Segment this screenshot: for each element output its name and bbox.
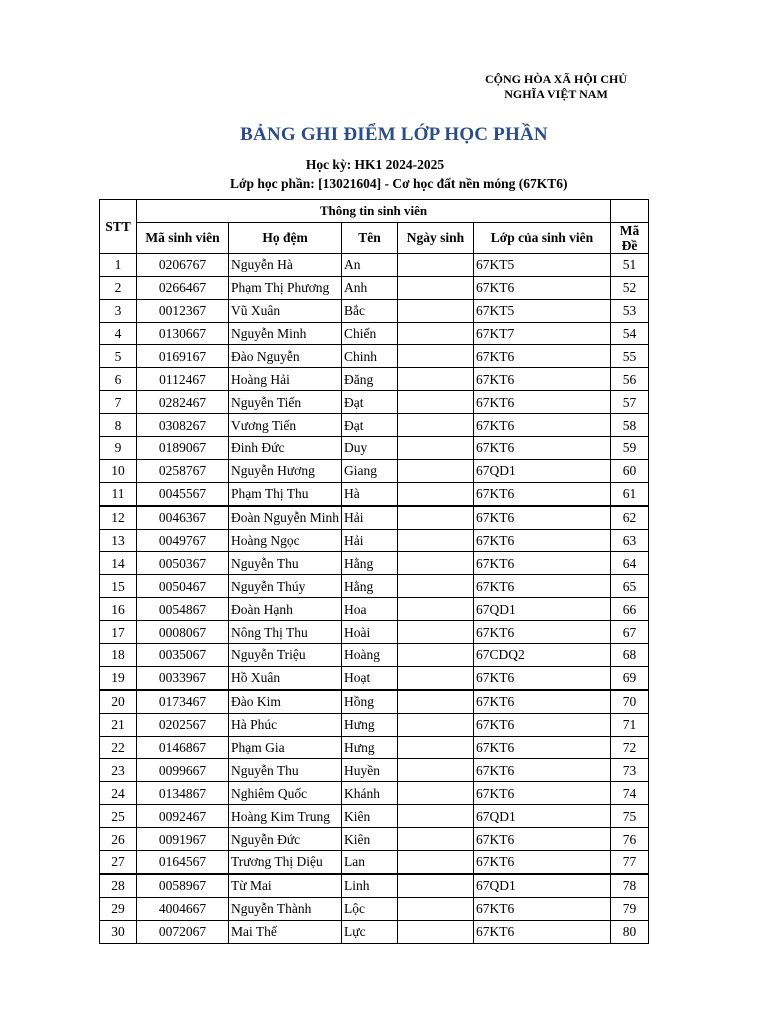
cell-exam-code: 58 xyxy=(611,414,649,437)
table-row xyxy=(100,506,649,529)
cell-stt: 27 xyxy=(100,851,137,874)
table-row xyxy=(100,459,649,482)
cell-class: 67KT6 xyxy=(474,920,611,943)
column-header-last-name: Họ đệm xyxy=(229,222,342,253)
table-row xyxy=(100,368,649,391)
cell-class: 67KT6 xyxy=(474,851,611,874)
cell-class: 67KT6 xyxy=(474,666,611,689)
cell-dob xyxy=(398,644,474,667)
cell-class: 67QD1 xyxy=(474,805,611,828)
cell-class: 67KT6 xyxy=(474,897,611,920)
cell-stt: 11 xyxy=(100,482,137,505)
table-row xyxy=(100,736,649,759)
table-row xyxy=(100,598,649,621)
cell-stt: 1 xyxy=(100,253,137,276)
cell-last-name: Nông Thị Thu xyxy=(229,621,342,644)
cell-dob xyxy=(398,690,474,713)
table-row xyxy=(100,851,649,874)
cell-stt: 2 xyxy=(100,276,137,299)
table-row xyxy=(100,345,649,368)
cell-exam-code: 80 xyxy=(611,920,649,943)
table-row xyxy=(100,529,649,552)
group-header-student-info: Thông tin sinh viên xyxy=(137,200,611,223)
cell-stt: 25 xyxy=(100,805,137,828)
cell-student-id: 0164567 xyxy=(137,851,229,874)
cell-last-name: Đoàn Hạnh xyxy=(229,598,342,621)
cell-dob xyxy=(398,782,474,805)
cell-stt: 6 xyxy=(100,368,137,391)
cell-first-name: Hải xyxy=(342,506,398,529)
cell-student-id: 0169167 xyxy=(137,345,229,368)
cell-exam-code: 76 xyxy=(611,828,649,851)
republic-line-1: CỘNG HÒA XÃ HỘI CHỦ xyxy=(484,72,627,86)
grade-table-body xyxy=(100,253,649,943)
cell-first-name: Bắc xyxy=(342,299,398,322)
cell-first-name: Linh xyxy=(342,874,398,897)
cell-first-name: Huyền xyxy=(342,759,398,782)
cell-last-name: Hồ Xuân xyxy=(229,666,342,689)
cell-dob xyxy=(398,805,474,828)
cell-dob xyxy=(398,368,474,391)
cell-exam-code: 75 xyxy=(611,805,649,828)
cell-last-name: Hoàng Hải xyxy=(229,368,342,391)
cell-last-name: Hoàng Ngọc xyxy=(229,529,342,552)
cell-student-id: 4004667 xyxy=(137,897,229,920)
cell-dob xyxy=(398,828,474,851)
cell-class: 67KT6 xyxy=(474,759,611,782)
cell-class: 67KT6 xyxy=(474,414,611,437)
cell-class: 67KT6 xyxy=(474,391,611,414)
cell-student-id: 0092467 xyxy=(137,805,229,828)
cell-student-id: 0045567 xyxy=(137,482,229,505)
cell-student-id: 0189067 xyxy=(137,437,229,460)
cell-last-name: Nguyễn Tiến xyxy=(229,391,342,414)
cell-last-name: Phạm Gia xyxy=(229,736,342,759)
cell-student-id: 0112467 xyxy=(137,368,229,391)
cell-stt: 12 xyxy=(100,506,137,529)
cell-stt: 9 xyxy=(100,437,137,460)
cell-exam-code: 51 xyxy=(611,253,649,276)
cell-student-id: 0054867 xyxy=(137,598,229,621)
table-row xyxy=(100,897,649,920)
cell-stt: 3 xyxy=(100,299,137,322)
cell-class: 67QD1 xyxy=(474,874,611,897)
table-row xyxy=(100,575,649,598)
cell-first-name: Lực xyxy=(342,920,398,943)
table-row xyxy=(100,276,649,299)
cell-first-name: Hải xyxy=(342,529,398,552)
cell-first-name: Đạt xyxy=(342,391,398,414)
cell-exam-code: 66 xyxy=(611,598,649,621)
exam-code-label-1: Mã xyxy=(619,222,640,238)
cell-stt: 22 xyxy=(100,736,137,759)
semester-line: Học kỳ: HK1 2024-2025 xyxy=(305,157,445,172)
table-row xyxy=(100,299,649,322)
cell-exam-code: 65 xyxy=(611,575,649,598)
cell-last-name: Hà Phúc xyxy=(229,713,342,736)
cell-dob xyxy=(398,621,474,644)
cell-first-name: Kiên xyxy=(342,805,398,828)
cell-exam-code: 68 xyxy=(611,644,649,667)
table-row xyxy=(100,666,649,689)
cell-student-id: 0046367 xyxy=(137,506,229,529)
cell-class: 67CDQ2 xyxy=(474,644,611,667)
cell-dob xyxy=(398,345,474,368)
table-row xyxy=(100,713,649,736)
cell-student-id: 0035067 xyxy=(137,644,229,667)
cell-first-name: Chiến xyxy=(342,322,398,345)
cell-class: 67KT6 xyxy=(474,529,611,552)
cell-stt: 13 xyxy=(100,529,137,552)
cell-class: 67KT6 xyxy=(474,575,611,598)
cell-stt: 30 xyxy=(100,920,137,943)
cell-dob xyxy=(398,506,474,529)
cell-student-id: 0134867 xyxy=(137,782,229,805)
cell-exam-code: 74 xyxy=(611,782,649,805)
cell-dob xyxy=(398,897,474,920)
cell-class: 67KT5 xyxy=(474,253,611,276)
cell-stt: 15 xyxy=(100,575,137,598)
column-header-dob: Ngày sinh xyxy=(398,222,474,253)
cell-exam-code: 72 xyxy=(611,736,649,759)
cell-last-name: Nguyễn Thu xyxy=(229,552,342,575)
cell-exam-code: 77 xyxy=(611,851,649,874)
cell-last-name: Đoàn Nguyễn Minh xyxy=(229,506,342,529)
cell-student-id: 0058967 xyxy=(137,874,229,897)
cell-dob xyxy=(398,920,474,943)
cell-dob xyxy=(398,299,474,322)
cell-class: 67KT6 xyxy=(474,552,611,575)
column-header-class: Lớp của sinh viên xyxy=(474,222,611,253)
cell-dob xyxy=(398,437,474,460)
cell-first-name: Hưng xyxy=(342,736,398,759)
column-header-stt: STT xyxy=(100,200,137,254)
cell-student-id: 0206767 xyxy=(137,253,229,276)
cell-dob xyxy=(398,575,474,598)
cell-last-name: Vũ Xuân xyxy=(229,299,342,322)
cell-exam-code: 69 xyxy=(611,666,649,689)
cell-class: 67KT7 xyxy=(474,322,611,345)
cell-class: 67KT6 xyxy=(474,276,611,299)
cell-dob xyxy=(398,713,474,736)
table-row xyxy=(100,414,649,437)
table-row xyxy=(100,437,649,460)
exam-code-label-2: Đề xyxy=(621,237,638,253)
cell-stt: 5 xyxy=(100,345,137,368)
cell-stt: 16 xyxy=(100,598,137,621)
cell-first-name: Đăng xyxy=(342,368,398,391)
column-header-exam-code xyxy=(611,222,649,253)
cell-exam-code: 61 xyxy=(611,482,649,505)
cell-exam-code: 79 xyxy=(611,897,649,920)
table-row xyxy=(100,920,649,943)
cell-first-name: Lan xyxy=(342,851,398,874)
cell-student-id: 0072067 xyxy=(137,920,229,943)
cell-stt: 26 xyxy=(100,828,137,851)
cell-exam-code: 55 xyxy=(611,345,649,368)
cell-stt: 14 xyxy=(100,552,137,575)
cell-student-id: 0266467 xyxy=(137,276,229,299)
republic-line-2: NGHĨA VIỆT NAM xyxy=(504,87,608,101)
cell-exam-code: 56 xyxy=(611,368,649,391)
cell-dob xyxy=(398,552,474,575)
cell-dob xyxy=(398,759,474,782)
cell-dob xyxy=(398,276,474,299)
cell-class: 67KT6 xyxy=(474,690,611,713)
cell-student-id: 0012367 xyxy=(137,299,229,322)
cell-exam-code: 70 xyxy=(611,690,649,713)
table-row xyxy=(100,621,649,644)
course-line: Lớp học phần: [13021604] - Cơ học đất nền móng (67KT6) xyxy=(230,176,568,191)
cell-dob xyxy=(398,253,474,276)
cell-stt: 24 xyxy=(100,782,137,805)
cell-first-name: Hoa xyxy=(342,598,398,621)
table-row xyxy=(100,482,649,505)
cell-student-id: 0033967 xyxy=(137,666,229,689)
cell-student-id: 0130667 xyxy=(137,322,229,345)
cell-first-name: Hà xyxy=(342,482,398,505)
cell-exam-code: 63 xyxy=(611,529,649,552)
cell-exam-code: 64 xyxy=(611,552,649,575)
table-row xyxy=(100,391,649,414)
cell-first-name: Duy xyxy=(342,437,398,460)
grade-table xyxy=(99,199,649,944)
cell-dob xyxy=(398,666,474,689)
table-row xyxy=(100,874,649,897)
cell-class: 67QD1 xyxy=(474,598,611,621)
cell-first-name: Kiên xyxy=(342,828,398,851)
cell-first-name: Anh xyxy=(342,276,398,299)
cell-first-name: An xyxy=(342,253,398,276)
cell-exam-code: 54 xyxy=(611,322,649,345)
cell-first-name: Hưng xyxy=(342,713,398,736)
cell-last-name: Nguyễn Thu xyxy=(229,759,342,782)
cell-student-id: 0099667 xyxy=(137,759,229,782)
cell-student-id: 0091967 xyxy=(137,828,229,851)
cell-class: 67KT6 xyxy=(474,437,611,460)
cell-class: 67KT6 xyxy=(474,345,611,368)
cell-last-name: Nguyễn Thành xyxy=(229,897,342,920)
cell-dob xyxy=(398,598,474,621)
cell-first-name: Hoạt xyxy=(342,666,398,689)
cell-class: 67KT6 xyxy=(474,713,611,736)
cell-class: 67KT6 xyxy=(474,621,611,644)
cell-stt: 7 xyxy=(100,391,137,414)
cell-stt: 29 xyxy=(100,897,137,920)
cell-last-name: Đào Nguyễn xyxy=(229,345,342,368)
cell-last-name: Mai Thế xyxy=(229,920,342,943)
cell-last-name: Nguyễn Triệu xyxy=(229,644,342,667)
cell-stt: 21 xyxy=(100,713,137,736)
cell-stt: 10 xyxy=(100,459,137,482)
cell-last-name: Phạm Thị Phương xyxy=(229,276,342,299)
cell-first-name: Hồng xyxy=(342,690,398,713)
cell-first-name: Hằng xyxy=(342,575,398,598)
cell-dob xyxy=(398,529,474,552)
cell-dob xyxy=(398,874,474,897)
cell-first-name: Giang xyxy=(342,459,398,482)
cell-last-name: Nghiêm Quốc xyxy=(229,782,342,805)
republic-header xyxy=(466,72,646,102)
cell-dob xyxy=(398,736,474,759)
cell-last-name: Trương Thị Diệu xyxy=(229,851,342,874)
cell-dob xyxy=(398,322,474,345)
cell-exam-code: 59 xyxy=(611,437,649,460)
cell-last-name: Đinh Đức xyxy=(229,437,342,460)
cell-dob xyxy=(398,391,474,414)
cell-class: 67KT6 xyxy=(474,828,611,851)
cell-class: 67KT6 xyxy=(474,736,611,759)
cell-student-id: 0308267 xyxy=(137,414,229,437)
cell-last-name: Nguyễn Hương xyxy=(229,459,342,482)
table-row xyxy=(100,759,649,782)
cell-student-id: 0146867 xyxy=(137,736,229,759)
cell-first-name: Chinh xyxy=(342,345,398,368)
cell-last-name: Hoàng Kim Trung xyxy=(229,805,342,828)
cell-stt: 4 xyxy=(100,322,137,345)
cell-first-name: Hằng xyxy=(342,552,398,575)
cell-exam-code: 52 xyxy=(611,276,649,299)
table-row xyxy=(100,690,649,713)
cell-dob xyxy=(398,482,474,505)
cell-first-name: Lộc xyxy=(342,897,398,920)
cell-stt: 23 xyxy=(100,759,137,782)
cell-exam-code: 67 xyxy=(611,621,649,644)
group-header-blank xyxy=(611,200,649,223)
cell-last-name: Nguyễn Hà xyxy=(229,253,342,276)
cell-dob xyxy=(398,414,474,437)
cell-last-name: Vương Tiến xyxy=(229,414,342,437)
column-header-student-id: Mã sinh viên xyxy=(137,222,229,253)
cell-class: 67KT6 xyxy=(474,482,611,505)
cell-last-name: Từ Mai xyxy=(229,874,342,897)
cell-stt: 19 xyxy=(100,666,137,689)
cell-first-name: Khánh xyxy=(342,782,398,805)
cell-stt: 18 xyxy=(100,644,137,667)
cell-class: 67KT6 xyxy=(474,506,611,529)
cell-last-name: Đào Kim xyxy=(229,690,342,713)
table-row xyxy=(100,782,649,805)
document-title: BẢNG GHI ĐIỂM LỚP HỌC PHẦN xyxy=(240,124,548,145)
cell-last-name: Nguyễn Đức xyxy=(229,828,342,851)
cell-class: 67QD1 xyxy=(474,459,611,482)
table-row xyxy=(100,552,649,575)
cell-exam-code: 62 xyxy=(611,506,649,529)
cell-last-name: Nguyễn Thúy xyxy=(229,575,342,598)
cell-class: 67KT5 xyxy=(474,299,611,322)
cell-dob xyxy=(398,459,474,482)
cell-class: 67KT6 xyxy=(474,782,611,805)
cell-exam-code: 57 xyxy=(611,391,649,414)
cell-student-id: 0049767 xyxy=(137,529,229,552)
cell-student-id: 0202567 xyxy=(137,713,229,736)
cell-first-name: Hoài xyxy=(342,621,398,644)
table-row xyxy=(100,805,649,828)
cell-student-id: 0282467 xyxy=(137,391,229,414)
cell-last-name: Phạm Thị Thu xyxy=(229,482,342,505)
cell-exam-code: 73 xyxy=(611,759,649,782)
cell-student-id: 0050467 xyxy=(137,575,229,598)
cell-student-id: 0050367 xyxy=(137,552,229,575)
cell-student-id: 0008067 xyxy=(137,621,229,644)
cell-student-id: 0173467 xyxy=(137,690,229,713)
cell-stt: 28 xyxy=(100,874,137,897)
cell-class: 67KT6 xyxy=(474,368,611,391)
cell-stt: 17 xyxy=(100,621,137,644)
cell-dob xyxy=(398,851,474,874)
cell-stt: 8 xyxy=(100,414,137,437)
table-row xyxy=(100,828,649,851)
table-row xyxy=(100,253,649,276)
column-header-first-name: Tên xyxy=(342,222,398,253)
cell-last-name: Nguyễn Minh xyxy=(229,322,342,345)
cell-exam-code: 71 xyxy=(611,713,649,736)
cell-exam-code: 53 xyxy=(611,299,649,322)
cell-exam-code: 60 xyxy=(611,459,649,482)
cell-exam-code: 78 xyxy=(611,874,649,897)
cell-first-name: Đạt xyxy=(342,414,398,437)
table-row xyxy=(100,322,649,345)
cell-stt: 20 xyxy=(100,690,137,713)
cell-student-id: 0258767 xyxy=(137,459,229,482)
table-row xyxy=(100,644,649,667)
cell-first-name: Hoàng xyxy=(342,644,398,667)
